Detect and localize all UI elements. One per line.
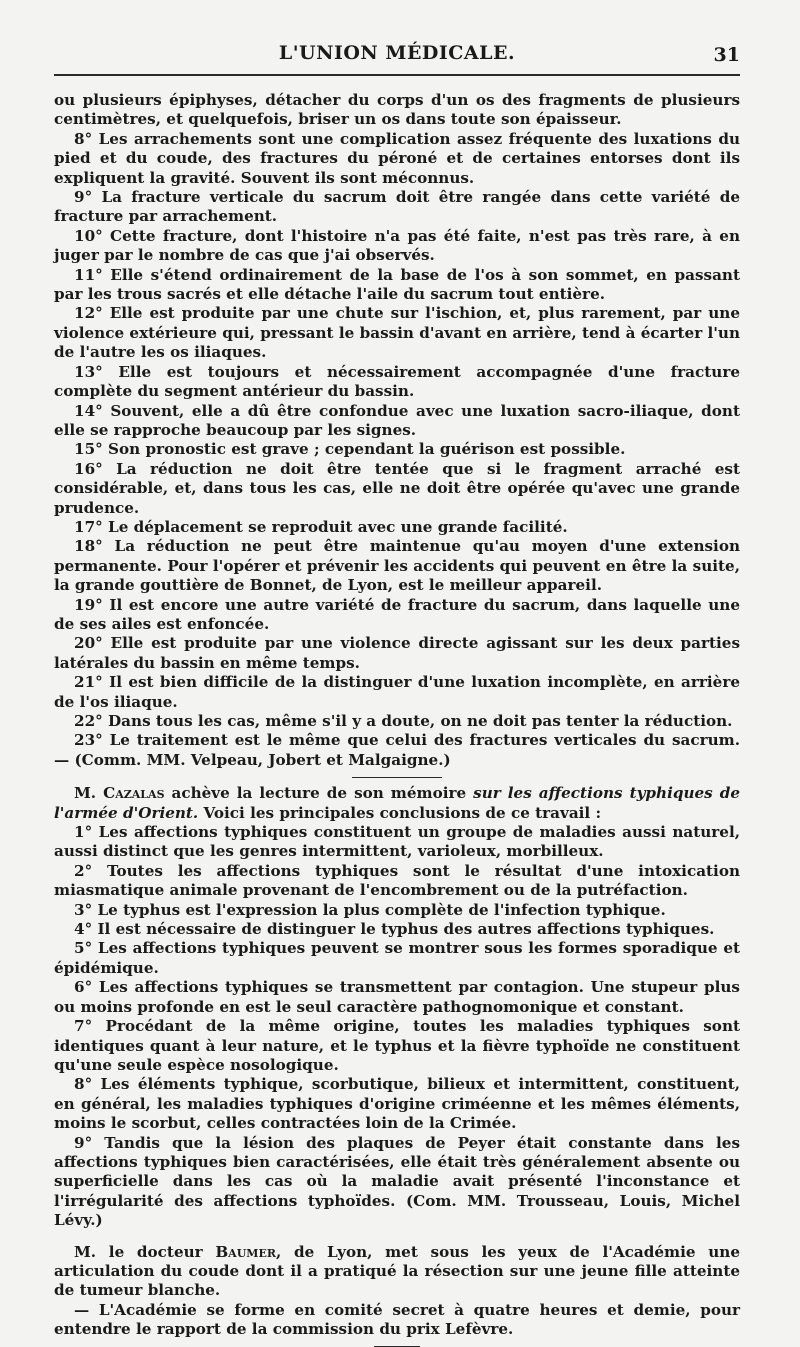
paragraph: 18° La réduction ne peut être maintenue qu'au moyen d'une extension permanente. Pour l'opérer et prévenir les accidents qui peuvent en être la suite, la grande gouttière de Bonnet, de Lyon, est le meilleur appareil. — [54, 537, 740, 595]
end-divider — [374, 1346, 420, 1347]
conclusion-item: 2° Toutes les affections typhiques sont le résultat d'une intoxication miasmatique animale provenant de l'encombrement ou de la putréfaction. — [54, 861, 740, 900]
author-name: Baumer — [215, 1242, 277, 1261]
paragraph: 10° Cette fracture, dont l'histoire n'a pas été faite, n'est pas très rare, à en juger par le nombre de cas que j'ai observés. — [54, 226, 740, 265]
conclusion-item: 6° Les affections typhiques se transmettent par contagion. Une stupeur plus ou moins profonde en est le seul caractère pathognomonique et constant. — [54, 978, 740, 1016]
conclusion-item: 9° Tandis que la lésion des plaques de Peyer était constante dans les affections typhiques bien caractérisées, elle était très généralement absente ou superficielle dans les cas où la maladie avait présenté l'inconstance et l'irrégularité des affections typhoïdes. (Com. MM. Trousseau, Louis, Michel Lévy.) — [54, 1133, 740, 1230]
conclusion-item: 7° Procédant de la même origine, toutes les maladies typhiques sont identiques quant à leur nature, et le typhus et la fièvre typhoïde ne constituent qu'une seule espèce nosologique. — [54, 1017, 740, 1074]
paragraph: 11° Elle s'étend ordinairement de la base de l'os à son sommet, en passant par les trous sacrés et elle détache l'aile du sacrum tout entière. — [54, 265, 740, 304]
conclusion-item: 8° Les éléments typhique, scorbutique, bilieux et intermittent, constituent, en général, les maladies typhiques d'origine criméenne et les mêmes éléments, moins le scorbut, celles contractées loin de la Crimée. — [54, 1075, 740, 1133]
memoir-title: sur les affections typhiques de l'armée d'Orient. — [54, 784, 740, 822]
page-header — [54, 42, 740, 72]
page-number: 31 — [713, 44, 740, 66]
conclusion-item: 3° Le typhus est l'expression la plus complète de l'infection typhique. — [74, 900, 666, 919]
paragraph: ou plusieurs épiphyses, détacher du corps d'un os des fragments de plusieurs centimètres, et quelquefois, briser un os dans toute son épaisseur. — [54, 91, 740, 129]
paragraph: 14° Souvent, elle a dû être confondue avec une luxation sacro-iliaque, dont elle se rapproche beaucoup par les signes. — [54, 401, 740, 439]
section-divider — [352, 777, 442, 778]
paragraph: 9° La fracture verticale du sacrum doit être rangée dans cette variété de fracture par arrachement. — [54, 188, 740, 226]
paragraph: 8° Les arrachements sont une complication assez fréquente des luxations du pied et du coude, des fractures du péroné et de certaines entorses dont ils expliquent la gravité. Souvent ils sont méconnus. — [54, 129, 740, 187]
paragraph: 15° Son pronostic est grave ; cependant la guérison est possible. — [74, 440, 626, 459]
conclusion-item: 4° Il est nécessaire de distinguer le typhus des autres affections typhiques. — [74, 920, 715, 939]
conclusion-item: 1° Les affections typhiques constituent un groupe de maladies aussi naturel, aussi distinct que les genres intermittent, varioleux, morbilleux. — [54, 823, 740, 861]
paragraph: 12° Elle est produite par une chute sur l'ischion, et, plus rarement, par une violence extérieure qui, pressant le bassin d'avant en arrière, tend à écarter l'un de l'autre les os iliaques. — [54, 304, 740, 362]
body-text — [54, 91, 740, 1347]
conclusion-item: 5° Les affections typhiques peuvent se montrer sous les formes sporadique et épidémique. — [54, 939, 740, 977]
paragraph: 20° Elle est produite par une violence directe agissant sur les deux parties latérales du bassin en même temps. — [54, 634, 740, 672]
paragraph: 23° Le traitement est le même que celui des fractures verticales du sacrum. — (Comm. MM. Velpeau, Jobert et Malgaigne.) — [54, 731, 740, 769]
baumer-paragraph: M. le docteur Baumer, de Lyon, met sous les yeux de l'Académie une articulation du coude dont il a pratiqué la résection sur une jeune fille atteinte de tumeur blanche. — [54, 1242, 740, 1300]
spacer — [54, 1231, 740, 1243]
paragraph: 16° La réduction ne doit être tentée que si le fragment arraché est considérable, et, dans tous les cas, elle ne doit être opérée qu'avec une grande prudence. — [54, 459, 740, 517]
paragraph: 19° Il est encore une autre variété de fracture du sacrum, dans laquelle une de ses ailes est enfoncée. — [54, 595, 740, 633]
running-title: L'UNION MÉDICALE. — [278, 42, 516, 64]
closing-paragraph: — L'Académie se forme en comité secret à quatre heures et demie, pour entendre le rapport de la commission du prix Lefèvre. — [54, 1300, 740, 1339]
paragraph: 21° Il est bien difficile de la distinguer d'une luxation incomplète, en arrière de l'os iliaque. — [54, 673, 740, 711]
paragraph: 13° Elle est toujours et nécessairement accompagnée d'une fracture complète du segment antérieur du bassin. — [54, 362, 740, 401]
paragraph: 22° Dans tous les cas, même s'il y a doute, on ne doit pas tenter la réduction. — [74, 712, 733, 730]
cazalas-intro: M. Cazalas achève la lecture de son mémoire sur les affections typhiques de l'armée d'Orient. Voici les principales conclusions de ce travail : — [54, 784, 740, 822]
author-name: Cazalas — [103, 784, 165, 803]
header-rule — [54, 74, 740, 76]
paragraph: 17° Le déplacement se reproduit avec une grande facilité. — [74, 517, 568, 536]
